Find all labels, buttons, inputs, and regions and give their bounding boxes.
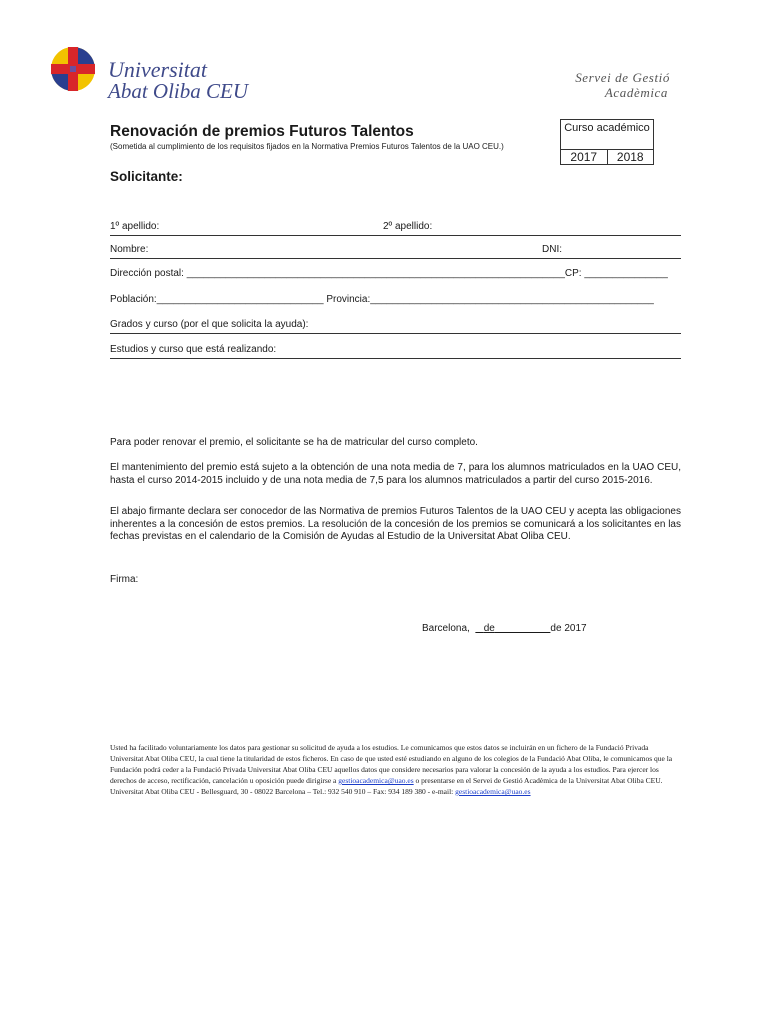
paragraph-renovacion: Para poder renovar el premio, el solicitante se ha de matricular del curso completo. [110, 437, 478, 448]
footer-email-link-2[interactable]: gestioacademica@uao.es [455, 787, 531, 796]
footer-legal [110, 742, 681, 797]
fecha-month-blank[interactable] [495, 623, 551, 634]
paragraph-declaracion: El abajo firmante declara ser conocedor de las Normativa de premios Futuros Talentos de la UAO CEU y acepta las obligaciones inherentes a la concesión de estos premios. La resolución de la concesión de los premios se comunicará a los solicitantes en las fechas previstas en el calendario de la Comisión de Ayudas al Estudio de la Universitat Abat Oliba CEU. [110, 506, 681, 542]
paragraph-mantenimiento: El mantenimiento del premio está sujeto a la obtención de una nota media de 7, para los alumnos matriculados en la UAO CEU, hasta el curso 2014-2015 incluido y de una nota media de 7,5 para los alumnos matriculados a partir del curso 2015-2016. [110, 462, 681, 486]
department-name-line2: Acadèmica [604, 85, 668, 100]
department-name-line1: Servei de Gestió [575, 70, 670, 85]
form-title: Renovación de premios Futuros Talentos [110, 123, 414, 140]
apellido2-label: 2º apellido: [383, 221, 433, 232]
university-logo [50, 46, 96, 92]
footer-text1: Usted ha facilitado voluntariamente los datos para gestionar su solicitud de ayuda a los estudios. Le comunicamos que estos datos se incluirán en un fichero de la Fundació Privada Universitat Abat Oliba CEU, la cual tiene la titularidad de estos ficheros. En caso de que usted esté estudiando en alguno de los colegios de la Fundació Abat Oliba, le comunicamos que la Fundación podrá ceder a la Fundació Privada Universitat Abat Oliba CEU aquellos datos que considere necesarios para valorar la concesión de la ayuda a los estudios. Para ejercer los derechos de acceso, rectificación, cancelación u oposición puede dirigirse a [110, 743, 673, 785]
university-name-line1: Universitat [108, 57, 207, 82]
grados-field[interactable] [110, 319, 681, 334]
fecha-day-blank[interactable] [475, 623, 483, 634]
footer-email-link[interactable]: gestioacademica@uao.es [338, 776, 414, 785]
fecha-de1: de [483, 623, 495, 634]
footer-text2: o presentarse en el Servei de Gestió Acadèmica de la Universitat Abat Oliba CEU. [415, 776, 663, 785]
curso-year-start: 2017 [561, 150, 608, 164]
footer-address: Universitat Abat Oliba CEU - Bellesguard, 30 - 08022 Barcelona – Tel.: 932 540 910 – Fax: 934 189 380 - e-mail: [110, 787, 454, 796]
fecha-city: Barcelona, [422, 623, 470, 634]
apellido1-label: 1º apellido: [110, 221, 160, 232]
section-title-solicitante: Solicitante: [110, 169, 183, 184]
fecha-de2: de 2017 [550, 623, 587, 634]
curso-year-end: 2018 [616, 150, 644, 164]
grados-label: Grados y curso (por el que solicita la ayuda): [110, 319, 309, 330]
curso-label: Curso académico [564, 122, 650, 134]
dni-label: DNI: [542, 244, 562, 255]
curso-academico-box [560, 119, 654, 165]
direccion-field[interactable]: Dirección postal: ____________________________________________________________________CP: _______________ [110, 268, 668, 279]
fecha-line [422, 623, 587, 634]
apellidos-field[interactable] [110, 221, 681, 236]
estudios-label: Estudios y curso que está realizando: [110, 344, 277, 355]
university-name-line2: Abat Oliba CEU [108, 79, 248, 103]
nombre-label: Nombre: [110, 244, 149, 255]
form-subtitle: (Sometida al cumplimiento de los requisitos fijados en la Normativa Premios Futuros Talentos de la UAO CEU.) [110, 142, 504, 151]
nombre-dni-field[interactable] [110, 244, 681, 259]
firma-label: Firma: [110, 574, 139, 585]
estudios-field[interactable] [110, 344, 681, 359]
poblacion-field[interactable]: Población:______________________________ Provincia:___________________________________________________ [110, 294, 654, 305]
